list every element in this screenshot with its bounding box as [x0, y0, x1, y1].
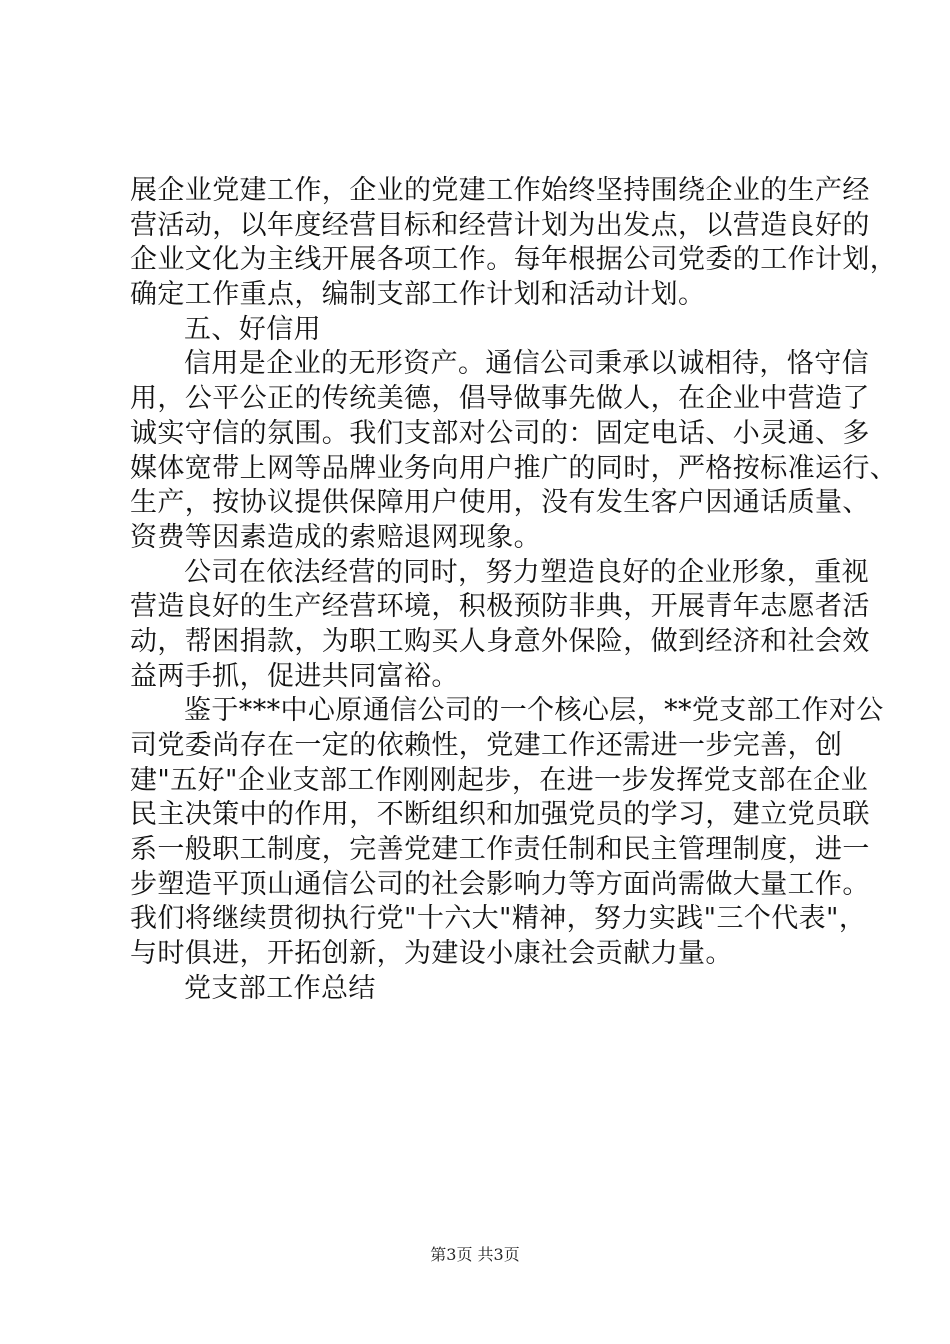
text-line: 用，公平公正的传统美德，倡导做事先做人，在企业中营造了	[130, 383, 870, 415]
page-number-footer: 第3页 共3页	[430, 1245, 520, 1264]
text-line: 益两手抓，促进共同富裕。	[130, 660, 459, 692]
text-line: 企业文化为主线开展各项工作。每年根据公司党委的工作计划，	[130, 244, 898, 276]
text-line: 公司在依法经营的同时，努力塑造良好的企业形象，重视	[184, 556, 869, 588]
text-line: 民主决策中的作用，不断组织和加强党员的学习，建立党员联	[130, 799, 870, 831]
text-line: 系一般职工制度，完善党建工作责任制和民主管理制度，进一	[130, 834, 870, 866]
text-line: 与时俱进，开拓创新，为建设小康社会贡献力量。	[130, 938, 733, 970]
text-line: 营造良好的生产经营环境，积极预防非典，开展青年志愿者活	[130, 591, 870, 623]
text-line: 资费等因素造成的索赔退网现象。	[130, 521, 541, 553]
text-line: 五、好信用	[184, 313, 321, 345]
text-line: 营活动，以年度经营目标和经营计划为出发点，以营造良好的	[130, 209, 870, 241]
text-line: 诚实守信的氛围。我们支部对公司的：固定电话、小灵通、多	[130, 417, 870, 449]
text-line: 司党委尚存在一定的依赖性，党建工作还需进一步完善，创	[130, 730, 843, 761]
text-line: 步塑造平顶山通信公司的社会影响力等方面尚需做大量工作。	[130, 868, 870, 900]
text-line: 动，帮困捐款，为职工购买人身意外保险，做到经济和社会效	[130, 625, 870, 657]
text-line: 鉴于***中心原通信公司的一个核心层，**党支部工作对公	[184, 695, 884, 727]
text-line: 展企业党建工作，企业的党建工作始终坚持围绕企业的生产经	[130, 175, 870, 206]
document-body	[130, 174, 898, 1007]
text-line: 建"五好"企业支部工作刚刚起步，在进一步发挥党支部在企业	[130, 764, 869, 796]
text-line: 我们将继续贯彻执行党"十六大"精神，努力实践"三个代表"，	[130, 903, 867, 935]
text-line: 媒体宽带上网等品牌业务向用户推广的同时，严格按标准运行、	[130, 452, 898, 484]
text-line: 确定工作重点，编制支部工作计划和活动计划。	[130, 279, 706, 311]
text-line: 党支部工作总结	[184, 972, 376, 1004]
text-line: 生产，按协议提供保障用户使用，没有发生客户因通话质量、	[130, 487, 870, 519]
text-line: 信用是企业的无形资产。通信公司秉承以诚相待，恪守信	[184, 348, 869, 380]
